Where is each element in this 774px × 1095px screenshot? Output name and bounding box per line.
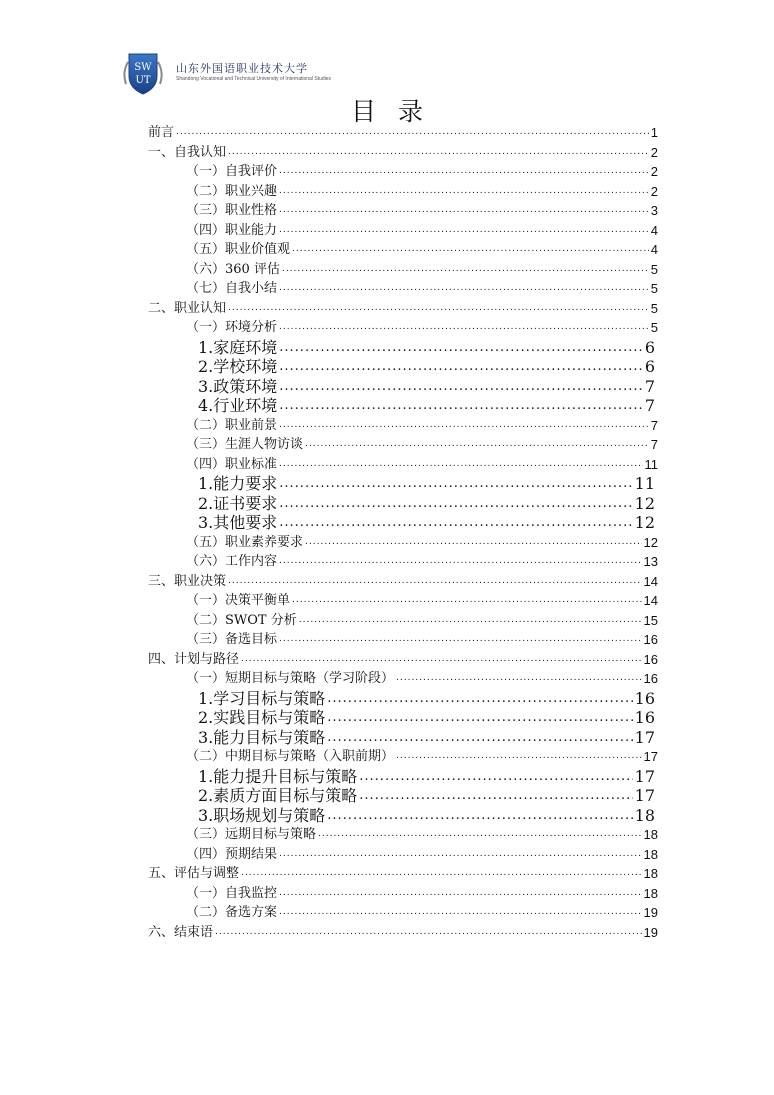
- toc-entry-label: （一）环境分析: [186, 320, 278, 335]
- toc-leader-dots: [299, 609, 642, 630]
- toc-leader-dots: [279, 277, 649, 298]
- toc-entry-label: 3.其他要求: [198, 513, 278, 532]
- toc-entry-page: 15: [643, 612, 658, 628]
- toc-leader-dots: [241, 648, 642, 669]
- toc-entry-page: 18: [634, 805, 655, 825]
- toc-entry-label: 3.政策环境: [198, 376, 278, 396]
- toc-entry[interactable]: [186, 238, 658, 259]
- toc-entry[interactable]: [186, 258, 658, 279]
- toc-entry-page: 16: [643, 671, 658, 686]
- toc-entry-label: （四）职业能力: [186, 222, 278, 238]
- toc-leader-dots: [241, 862, 642, 883]
- toc-leader-dots: [292, 238, 649, 259]
- toc-entry-label: （二）备选方案: [186, 905, 278, 920]
- toc-entry-page: 1: [650, 125, 658, 140]
- toc-entry-label: （四）预期结果: [186, 846, 278, 862]
- toc-leader-dots: [279, 316, 649, 337]
- toc-leader-dots: [228, 570, 642, 591]
- toc-leader-dots: [396, 745, 642, 766]
- toc-entry-page: 6: [644, 337, 655, 357]
- toc-leader-dots: [279, 414, 649, 435]
- toc-entry[interactable]: [148, 648, 658, 669]
- toc-entry-label: 1.学习目标与策略: [198, 688, 326, 708]
- toc-entry-label: （一）决策平衡单: [186, 593, 291, 608]
- toc-leader-dots: [292, 589, 642, 610]
- toc-entry-page: 16: [643, 632, 658, 647]
- university-name-en: Shandong Vocational and Technical University of International Studies: [176, 76, 332, 82]
- toc-leader-dots: [305, 531, 642, 552]
- toc-entry-page: 4: [650, 242, 658, 257]
- toc-entry-page: 12: [634, 513, 655, 532]
- toc-entry-page: 5: [650, 261, 658, 277]
- toc-entry[interactable]: [186, 433, 658, 454]
- toc-entry[interactable]: [186, 823, 658, 844]
- toc-entry-page: 7: [644, 376, 655, 396]
- toc-entry-page: 7: [650, 437, 658, 452]
- toc-entry-label: 五、评估与调整: [148, 866, 240, 881]
- toc-entry-page: 13: [643, 554, 658, 569]
- toc-entry[interactable]: [186, 882, 658, 903]
- toc-entry[interactable]: [186, 628, 658, 649]
- page-title: 目录: [350, 97, 445, 126]
- university-logo-icon: [120, 50, 166, 96]
- toc-entry[interactable]: [186, 843, 658, 864]
- toc-entry[interactable]: [186, 277, 658, 298]
- toc-entry-label: （三）职业性格: [186, 203, 278, 218]
- toc-entry-page: 17: [634, 727, 655, 747]
- toc-leader-dots: [282, 258, 649, 279]
- toc-entry[interactable]: [186, 180, 658, 201]
- toc-leader-dots: [215, 921, 642, 942]
- toc-entry-label: （五）职业素养要求: [186, 534, 304, 550]
- toc-leader-dots: [279, 901, 642, 922]
- toc-leader-dots: [279, 219, 649, 240]
- toc-entry[interactable]: [148, 921, 658, 942]
- toc-entry[interactable]: [186, 589, 658, 610]
- toc-entry-label: （一）自我评价: [186, 164, 278, 179]
- toc-entry-label: 四、计划与路径: [148, 651, 240, 667]
- toc-entry-label: 3.职场规划与策略: [198, 805, 326, 825]
- toc-entry-label: （一）短期目标与策略（学习阶段）: [186, 671, 395, 686]
- toc-entry-page: 11: [634, 474, 655, 493]
- toc-entry-label: （三）远期目标与策略: [186, 827, 317, 842]
- toc-entry-label: （二）中期目标与策略（入职前期）: [186, 749, 395, 764]
- svg-text:UT: UT: [135, 75, 151, 86]
- toc-entry[interactable]: [148, 862, 658, 883]
- toc-entry-page: 2: [650, 183, 658, 199]
- toc-entry-label: 前言: [148, 125, 175, 140]
- toc-entry[interactable]: [148, 121, 658, 142]
- toc-entry-page: 18: [643, 866, 658, 881]
- toc-entry-page: 12: [634, 493, 655, 513]
- toc-entry-page: 16: [634, 708, 655, 727]
- toc-entry[interactable]: [186, 901, 658, 922]
- toc-entry-page: 11: [644, 456, 658, 472]
- toc-entry-label: 1.家庭环境: [198, 337, 278, 357]
- toc-entry-label: 2.素质方面目标与策略: [198, 786, 358, 805]
- toc-entry-label: 4.行业环境: [198, 396, 278, 415]
- toc-leader-dots: [279, 180, 649, 201]
- toc-entry-label: 1.能力要求: [198, 474, 278, 493]
- toc-entry-page: 14: [643, 573, 658, 589]
- toc-entry-label: （三）生涯人物访谈: [186, 437, 304, 452]
- toc-entry-page: 16: [634, 688, 655, 708]
- toc-leader-dots: [396, 667, 642, 688]
- toc-entry-label: 2.学校环境: [198, 357, 278, 376]
- toc-entry-label: （四）职业标准: [186, 456, 278, 472]
- toc-entry[interactable]: [186, 550, 658, 571]
- toc-entry-page: 6: [644, 357, 655, 376]
- toc-entry-label: （三）备选目标: [186, 632, 278, 647]
- toc-leader-dots: [176, 121, 649, 142]
- toc-leader-dots: [279, 882, 642, 903]
- toc-entry[interactable]: [186, 453, 658, 474]
- toc-entry-page: 5: [650, 320, 658, 335]
- toc-entry[interactable]: [186, 160, 658, 181]
- toc-entry-label: 二、职业认知: [148, 300, 227, 316]
- toc-entry-page: 18: [643, 885, 658, 901]
- toc-entry[interactable]: [186, 219, 658, 240]
- toc-leader-dots: [279, 628, 642, 649]
- toc-entry[interactable]: [148, 141, 658, 162]
- toc-entry-label: （二）职业前景: [186, 417, 278, 433]
- toc-leader-dots: [279, 453, 642, 474]
- toc-entry-page: 3: [650, 203, 658, 218]
- toc-entry-label: （七）自我小结: [186, 281, 278, 296]
- toc-entry-page: 16: [643, 651, 658, 667]
- toc-leader-dots: [318, 823, 642, 844]
- toc-entry-label: 1.能力提升目标与策略: [198, 766, 358, 786]
- toc-entry-label: 三、职业决策: [148, 573, 227, 589]
- toc-entry-label: （六）工作内容: [186, 554, 278, 569]
- toc-entry-page: 5: [650, 281, 658, 296]
- toc-entry[interactable]: [148, 570, 658, 591]
- toc-entry[interactable]: [186, 667, 658, 688]
- toc-entry[interactable]: [148, 297, 658, 318]
- toc-leader-dots: [279, 550, 642, 571]
- toc-entry-label: （二）SWOT 分析: [186, 612, 297, 628]
- toc-entry-page: 17: [634, 786, 655, 805]
- toc-entry-label: 2.证书要求: [198, 493, 278, 513]
- toc-entry[interactable]: [186, 316, 658, 337]
- toc-entry-label: （六）360 评估: [186, 261, 280, 277]
- toc-entry-page: 12: [643, 534, 658, 550]
- toc-entry-page: 18: [643, 846, 658, 862]
- toc-entry-page: 14: [643, 593, 658, 608]
- toc-leader-dots: [279, 160, 649, 181]
- toc-entry-label: （一）自我监控: [186, 885, 278, 901]
- toc-leader-dots: [305, 433, 649, 454]
- toc-leader-dots: [279, 199, 649, 220]
- toc-entry-label: （二）职业兴趣: [186, 183, 278, 199]
- toc-entry[interactable]: [186, 414, 658, 435]
- toc-entry[interactable]: [186, 199, 658, 220]
- toc-entry-page: 17: [643, 749, 658, 764]
- toc-entry-page: 19: [643, 924, 658, 940]
- university-name-cn: 山东外国语职业技术大学: [176, 62, 308, 75]
- toc-leader-dots: [228, 141, 649, 162]
- toc-entry-page: 19: [643, 905, 658, 920]
- svg-text:SW: SW: [134, 62, 152, 73]
- toc-entry-page: 5: [650, 300, 658, 316]
- toc-entry-label: （五）职业价值观: [186, 242, 291, 257]
- toc-entry-page: 4: [650, 222, 658, 238]
- toc-leader-dots: [279, 843, 642, 864]
- toc-entry-label: 2.实践目标与策略: [198, 708, 326, 727]
- toc-leader-dots: [228, 297, 649, 318]
- toc-entry-label: 3.能力目标与策略: [198, 727, 326, 747]
- toc-entry-page: 18: [643, 827, 658, 842]
- toc-entry-label: 六、结束语: [148, 924, 214, 940]
- toc-entry-label: 一、自我认知: [148, 144, 227, 160]
- toc-entry[interactable]: [186, 609, 658, 630]
- toc-entry-page: 17: [634, 766, 655, 786]
- toc-entry-page: 7: [644, 396, 655, 415]
- toc-entry[interactable]: [186, 745, 658, 766]
- toc-entry[interactable]: [186, 531, 658, 552]
- toc-entry-page: 7: [650, 417, 658, 433]
- toc-entry-page: 2: [650, 164, 658, 179]
- toc-entry-page: 2: [650, 144, 658, 160]
